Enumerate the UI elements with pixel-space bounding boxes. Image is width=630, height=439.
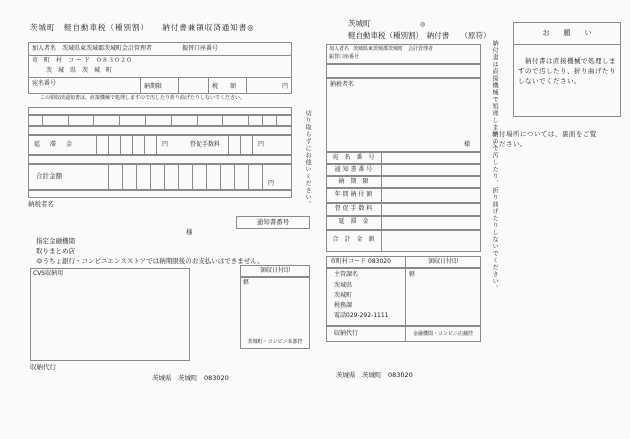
grid-blank-row-3 <box>28 155 292 164</box>
notice-payment-place-text: 納付場所については、裏面をご覧ください。 <box>492 130 597 148</box>
total-label: 合計金額 <box>36 172 62 180</box>
right-taxpayer-box <box>326 78 481 152</box>
right-sama-suffix: 様 <box>464 141 471 148</box>
divider <box>108 135 109 155</box>
divider <box>381 176 382 188</box>
divider <box>120 135 121 155</box>
right-footer: 茨城県 茨城町 083020 <box>336 371 413 379</box>
divider <box>262 164 263 190</box>
total-amount-row <box>28 164 292 190</box>
notice-panel-title: お 願 い <box>542 29 592 37</box>
right-slip-title-mark: ◎ <box>420 21 426 28</box>
divider <box>381 152 382 164</box>
subscriber-label: 加入者名 <box>32 45 57 52</box>
divider <box>220 164 221 190</box>
right-city-code-label: 市町村コード <box>330 258 367 265</box>
grid-blank-row-2 <box>28 126 292 135</box>
right-row-label-2: 納 期 限 <box>338 178 369 185</box>
divider <box>28 55 292 56</box>
payment-warning: ゆうちょ銀行・コンビニエンスストアでは納期限後のお支払いはできません。 <box>36 257 264 265</box>
divider <box>240 135 241 155</box>
divider <box>192 164 193 190</box>
right-slip-title-line2: 軽自動車税（種別割） 納付書 （原符） <box>348 31 491 40</box>
divider <box>381 230 382 252</box>
cvs-label: CVS収納用 <box>33 270 64 277</box>
divider <box>178 164 179 190</box>
right-dept-phone: 電話029-292-1111 <box>334 312 389 319</box>
divider <box>405 268 406 326</box>
right-vertical-note: 納付書は直接機械で処理しますので汚したり、折り曲げたりしないでください。 <box>491 40 499 292</box>
left-footer: 茨城県 茨城町 083020 <box>152 374 229 382</box>
taxpayer-label: 納税者名 <box>28 200 54 208</box>
divider <box>252 135 253 155</box>
divider <box>144 135 145 155</box>
divider <box>150 164 151 190</box>
right-row-label-1: 通 知 書 番 号 <box>334 166 373 173</box>
city-name: 茨 城 県 茨 城 町 <box>46 67 113 74</box>
divider <box>96 135 97 155</box>
vertical-cut-note: 切り取らずにお使いください。 <box>304 110 312 208</box>
divider <box>246 77 247 94</box>
divider <box>381 203 382 216</box>
yen-unit: 円 <box>282 83 289 90</box>
right-account-label: 振替口座番号 <box>329 54 360 60</box>
right-row-label-3: 年 間 納 付 額 <box>334 191 373 198</box>
divider <box>381 216 382 230</box>
right-subscriber-name: 茨城県東茨城郡茨城町 会計管理者 <box>353 46 434 52</box>
machine-processing-note: この領収済通知書は、直接機械で処理しますので汚したり折り曲げたりしないでください。 <box>40 95 246 101</box>
right-city-code-value: 083020 <box>368 258 391 265</box>
divider <box>136 164 137 190</box>
divider <box>122 164 123 190</box>
right-row-label-5: 延 滞 金 <box>338 218 369 225</box>
delinquent-label: 延 滞 金 <box>34 141 75 148</box>
due-date-label: 納期限 <box>144 83 163 90</box>
address-no-label: 宛名番号 <box>32 80 57 87</box>
right-dept-line-1: 茨城町 <box>334 292 353 299</box>
notice-no-label: 通知書番号 <box>256 218 290 226</box>
cvs-hq-copy-label: 茨城町・コンビニ本部控 <box>247 339 303 345</box>
kei-mark: 軽 <box>243 279 250 286</box>
reminder-fee-label: 督促手数料 <box>190 141 221 148</box>
left-slip-title: 茨城町 軽自動車税（種別割） 納付書兼領収済通知書◎ <box>30 23 255 32</box>
right-kei-mark: 軽 <box>409 271 416 278</box>
receipt-stamp-label: 領収日付印 <box>259 267 290 274</box>
right-row-label-4: 督 促 手 数 料 <box>334 205 373 212</box>
right-collection-agent-label: 収納代行 <box>334 330 359 337</box>
divider <box>206 164 207 190</box>
divider <box>164 164 165 190</box>
right-taxpayer-label: 納税者名 <box>330 81 355 88</box>
divider <box>28 77 292 78</box>
sama-suffix: 様 <box>186 228 193 236</box>
bank-cvs-copy-label: 金融機関・コンビニ店舗控 <box>412 331 473 337</box>
grid-blank-row-4 <box>28 190 292 198</box>
right-row-label-6: 合 計 金 額 <box>332 236 375 243</box>
right-slip-title-line1: 茨城町 <box>348 19 371 28</box>
divider <box>132 135 133 155</box>
divider <box>381 188 382 203</box>
right-receipt-stamp-label: 領収日付印 <box>427 258 458 265</box>
tax-amount-label: 税 額 <box>212 83 237 90</box>
right-dept-line-2: 税務課 <box>334 302 353 309</box>
divider <box>513 44 621 45</box>
right-dept-line-0: 茨城県 <box>334 282 353 289</box>
yen-unit-total: 円 <box>268 180 275 187</box>
city-code-label: 市 町 村 コ ー ド <box>32 57 90 64</box>
collect-store-label: 取りまとめ店 <box>36 247 75 255</box>
divider <box>108 164 109 190</box>
right-dept-label: 主管課名 <box>334 271 359 278</box>
divider <box>178 77 179 94</box>
ocr-digit-row <box>28 115 292 126</box>
city-code-value: ０８３０２０ <box>96 57 133 64</box>
divider <box>140 77 141 94</box>
notice-panel-body: 納付書は直接機械で処理しますので汚したり、折り曲げたりしないでください。 <box>518 57 616 85</box>
right-row-label-0: 宛 名 番 号 <box>332 154 375 161</box>
right-subscriber-label: 加入者名 <box>329 46 350 52</box>
divider <box>156 135 157 155</box>
right-blank-row <box>326 64 481 78</box>
subscriber-name: 茨城県東茨城郡茨城町会計管理者 <box>62 45 153 52</box>
divider <box>234 164 235 190</box>
cvs-collection-box <box>30 268 190 361</box>
yen-unit-delinquent: 円 <box>162 141 169 148</box>
collection-agent-label: 収納代行 <box>30 363 56 371</box>
account-no-label: 振替口座番号 <box>182 45 219 52</box>
divider <box>208 77 209 94</box>
yen-unit-reminder: 円 <box>258 141 265 148</box>
grid-blank-row <box>28 107 292 115</box>
designated-bank-label: 指定金融機関 <box>36 237 75 245</box>
divider <box>248 164 249 190</box>
divider <box>381 164 382 176</box>
divider <box>228 135 229 155</box>
